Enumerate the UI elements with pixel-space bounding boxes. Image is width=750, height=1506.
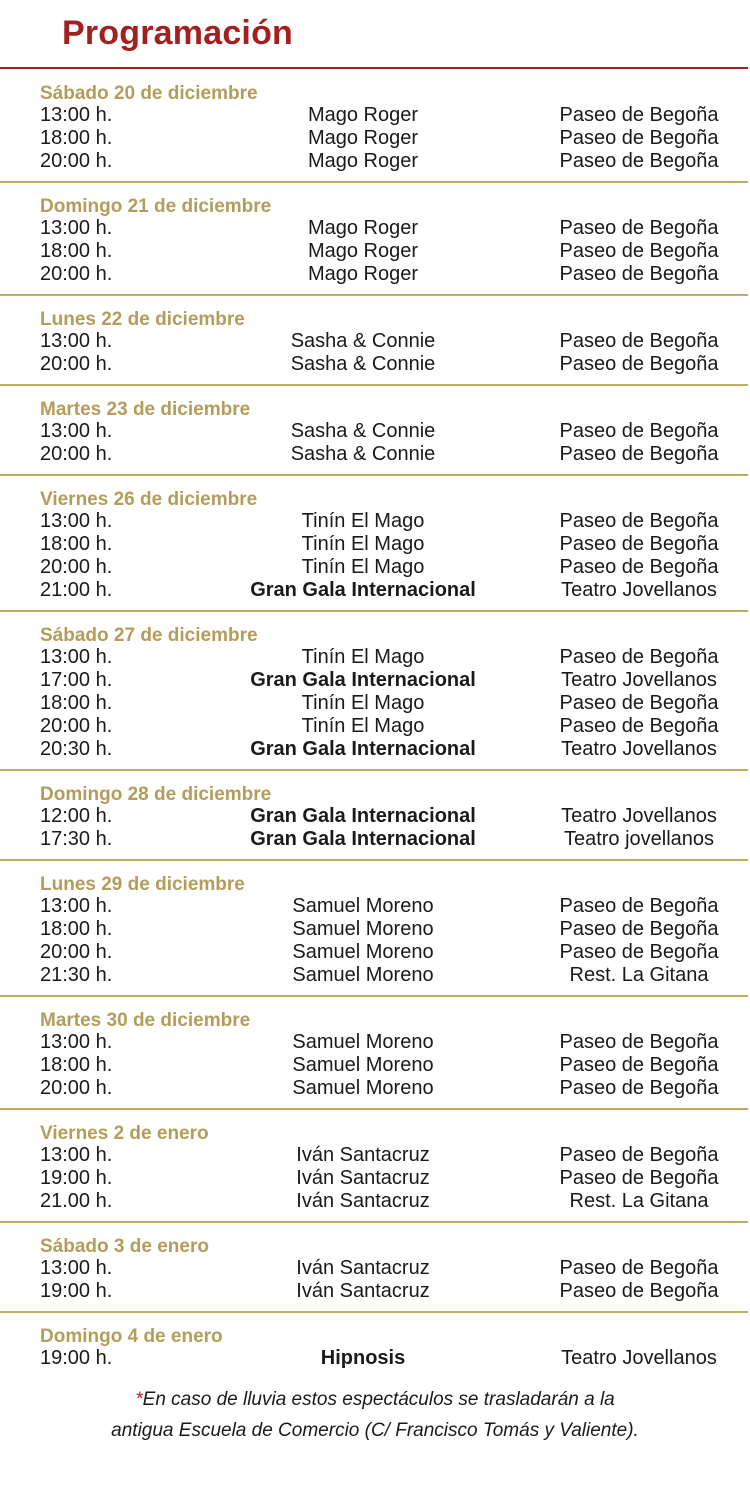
event-venue: Rest. La Gitana bbox=[569, 964, 709, 986]
event-act: Tinín El Mago bbox=[301, 692, 425, 714]
day-divider bbox=[0, 1108, 748, 1110]
event-time: 13:00 h. bbox=[40, 1257, 113, 1279]
event-venue: Teatro jovellanos bbox=[563, 828, 715, 850]
schedule-row bbox=[0, 579, 750, 602]
event-act: Gran Gala Internacional bbox=[250, 669, 476, 691]
event-time: 20:00 h. bbox=[40, 443, 113, 465]
schedule-row bbox=[0, 443, 750, 466]
event-act: Samuel Moreno bbox=[292, 1077, 434, 1099]
event-act: Samuel Moreno bbox=[292, 918, 434, 940]
event-time: 19:00 h. bbox=[40, 1280, 113, 1302]
event-venue: Paseo de Begoña bbox=[559, 510, 719, 532]
schedule-row bbox=[0, 263, 750, 286]
event-act: Tinín El Mago bbox=[301, 533, 425, 555]
day-divider bbox=[0, 769, 748, 771]
day-heading: Viernes 26 de diciembre bbox=[40, 489, 258, 510]
event-venue: Paseo de Begoña bbox=[559, 895, 719, 917]
footnote-line-2: antigua Escuela de Comercio (C/ Francisco Tomás y Valiente). bbox=[111, 1420, 639, 1441]
event-time: 13:00 h. bbox=[40, 217, 113, 239]
event-act: Gran Gala Internacional bbox=[250, 805, 476, 827]
event-time: 20:00 h. bbox=[40, 1077, 113, 1099]
event-time: 19:00 h. bbox=[40, 1347, 113, 1369]
schedule-row bbox=[0, 738, 750, 761]
schedule-row bbox=[0, 150, 750, 173]
event-act: Tinín El Mago bbox=[301, 646, 425, 668]
schedule-row bbox=[0, 330, 750, 353]
event-time: 18:00 h. bbox=[40, 918, 113, 940]
event-act: Iván Santacruz bbox=[296, 1167, 430, 1189]
event-venue: Teatro Jovellanos bbox=[561, 805, 717, 827]
event-time: 18:00 h. bbox=[40, 240, 113, 262]
event-time: 12:00 h. bbox=[40, 805, 113, 827]
schedule-row bbox=[0, 1144, 750, 1167]
event-time: 21.00 h. bbox=[40, 1190, 113, 1212]
event-time: 13:00 h. bbox=[40, 104, 113, 126]
day-heading: Lunes 22 de diciembre bbox=[40, 309, 245, 330]
day-heading: Domingo 21 de diciembre bbox=[40, 196, 272, 217]
event-act: Mago Roger bbox=[307, 217, 419, 239]
schedule-row bbox=[0, 1031, 750, 1054]
event-act: Tinín El Mago bbox=[301, 556, 425, 578]
event-act: Tinín El Mago bbox=[301, 510, 425, 532]
event-venue: Paseo de Begoña bbox=[559, 941, 719, 963]
event-venue: Paseo de Begoña bbox=[559, 1257, 719, 1279]
event-time: 20:00 h. bbox=[40, 353, 113, 375]
schedule-row bbox=[0, 1054, 750, 1077]
event-time: 20:00 h. bbox=[40, 556, 113, 578]
event-time: 18:00 h. bbox=[40, 533, 113, 555]
event-act: Iván Santacruz bbox=[296, 1144, 430, 1166]
event-venue: Paseo de Begoña bbox=[559, 1280, 719, 1302]
schedule-row bbox=[0, 240, 750, 263]
event-time: 13:00 h. bbox=[40, 330, 113, 352]
day-divider bbox=[0, 384, 748, 386]
event-act: Hipnosis bbox=[320, 1347, 406, 1369]
day-heading: Sábado 27 de diciembre bbox=[40, 625, 258, 646]
event-venue: Paseo de Begoña bbox=[559, 646, 719, 668]
event-venue: Paseo de Begoña bbox=[559, 556, 719, 578]
event-venue: Rest. La Gitana bbox=[569, 1190, 709, 1212]
event-act: Sasha & Connie bbox=[290, 353, 436, 375]
schedule-row bbox=[0, 805, 750, 828]
event-venue: Paseo de Begoña bbox=[559, 420, 719, 442]
event-time: 17:30 h. bbox=[40, 828, 113, 850]
event-venue: Paseo de Begoña bbox=[559, 1031, 719, 1053]
event-venue: Paseo de Begoña bbox=[559, 692, 719, 714]
event-venue: Teatro Jovellanos bbox=[561, 738, 717, 760]
event-act: Mago Roger bbox=[307, 240, 419, 262]
event-time: 20:00 h. bbox=[40, 150, 113, 172]
day-divider bbox=[0, 1311, 748, 1313]
day-heading: Viernes 2 de enero bbox=[40, 1123, 209, 1144]
schedule-row bbox=[0, 1280, 750, 1303]
event-time: 20:00 h. bbox=[40, 715, 113, 737]
day-divider bbox=[0, 474, 748, 476]
event-time: 21:30 h. bbox=[40, 964, 113, 986]
day-divider bbox=[0, 294, 748, 296]
event-act: Gran Gala Internacional bbox=[250, 828, 476, 850]
day-heading: Martes 30 de diciembre bbox=[40, 1010, 251, 1031]
event-act: Mago Roger bbox=[307, 150, 419, 172]
event-time: 13:00 h. bbox=[40, 1031, 113, 1053]
schedule-row bbox=[0, 828, 750, 851]
schedule-row bbox=[0, 1190, 750, 1213]
day-heading: Lunes 29 de diciembre bbox=[40, 874, 245, 895]
schedule-row bbox=[0, 715, 750, 738]
schedule-row bbox=[0, 104, 750, 127]
event-act: Sasha & Connie bbox=[290, 420, 436, 442]
schedule-row bbox=[0, 1257, 750, 1280]
day-divider bbox=[0, 859, 748, 861]
event-venue: Teatro Jovellanos bbox=[561, 669, 717, 691]
event-time: 20:30 h. bbox=[40, 738, 113, 760]
event-act: Samuel Moreno bbox=[292, 1031, 434, 1053]
event-time: 13:00 h. bbox=[40, 895, 113, 917]
event-venue: Paseo de Begoña bbox=[559, 127, 719, 149]
event-venue: Paseo de Begoña bbox=[559, 1054, 719, 1076]
event-venue: Paseo de Begoña bbox=[559, 217, 719, 239]
day-heading: Martes 23 de diciembre bbox=[40, 399, 251, 420]
day-divider bbox=[0, 181, 748, 183]
schedule-row bbox=[0, 692, 750, 715]
event-venue: Paseo de Begoña bbox=[559, 104, 719, 126]
event-venue: Paseo de Begoña bbox=[559, 443, 719, 465]
event-venue: Paseo de Begoña bbox=[559, 1144, 719, 1166]
event-venue: Teatro Jovellanos bbox=[561, 579, 717, 601]
event-venue: Paseo de Begoña bbox=[559, 263, 719, 285]
event-venue: Paseo de Begoña bbox=[559, 330, 719, 352]
event-time: 17:00 h. bbox=[40, 669, 113, 691]
event-act: Mago Roger bbox=[307, 127, 419, 149]
footnote bbox=[0, 1384, 750, 1446]
event-act: Samuel Moreno bbox=[292, 895, 434, 917]
day-heading: Domingo 28 de diciembre bbox=[40, 784, 272, 805]
event-time: 18:00 h. bbox=[40, 692, 113, 714]
event-time: 18:00 h. bbox=[40, 127, 113, 149]
schedule-row bbox=[0, 964, 750, 987]
schedule-row bbox=[0, 941, 750, 964]
schedule-row bbox=[0, 1167, 750, 1190]
day-divider bbox=[0, 995, 748, 997]
day-heading: Sábado 3 de enero bbox=[40, 1236, 209, 1257]
day-divider bbox=[0, 610, 748, 612]
schedule-row bbox=[0, 533, 750, 556]
event-time: 18:00 h. bbox=[40, 1054, 113, 1076]
event-time: 20:00 h. bbox=[40, 941, 113, 963]
event-time: 13:00 h. bbox=[40, 420, 113, 442]
event-act: Samuel Moreno bbox=[292, 964, 434, 986]
event-venue: Paseo de Begoña bbox=[559, 353, 719, 375]
event-act: Gran Gala Internacional bbox=[250, 579, 476, 601]
schedule-row bbox=[0, 669, 750, 692]
title-divider bbox=[0, 67, 748, 69]
event-act: Tinín El Mago bbox=[301, 715, 425, 737]
event-act: Iván Santacruz bbox=[296, 1190, 430, 1212]
event-venue: Paseo de Begoña bbox=[559, 150, 719, 172]
footnote-line-1 bbox=[0, 1384, 750, 1415]
event-act: Mago Roger bbox=[307, 104, 419, 126]
event-act: Mago Roger bbox=[307, 263, 419, 285]
footnote-text-1: En caso de lluvia estos espectáculos se trasladarán a la bbox=[142, 1389, 615, 1410]
schedule-row bbox=[0, 1347, 750, 1370]
event-act: Iván Santacruz bbox=[296, 1280, 430, 1302]
schedule-row bbox=[0, 353, 750, 376]
schedule-row bbox=[0, 556, 750, 579]
event-act: Gran Gala Internacional bbox=[250, 738, 476, 760]
event-time: 13:00 h. bbox=[40, 646, 113, 668]
event-venue: Paseo de Begoña bbox=[559, 240, 719, 262]
event-time: 13:00 h. bbox=[40, 1144, 113, 1166]
schedule-row bbox=[0, 127, 750, 150]
schedule-row bbox=[0, 918, 750, 941]
day-heading: Sábado 20 de diciembre bbox=[40, 83, 258, 104]
event-act: Sasha & Connie bbox=[290, 443, 436, 465]
event-venue: Paseo de Begoña bbox=[559, 715, 719, 737]
event-time: 21:00 h. bbox=[40, 579, 113, 601]
event-act: Iván Santacruz bbox=[296, 1257, 430, 1279]
schedule-row bbox=[0, 1077, 750, 1100]
event-time: 19:00 h. bbox=[40, 1167, 113, 1189]
event-venue: Paseo de Begoña bbox=[559, 918, 719, 940]
day-heading: Domingo 4 de enero bbox=[40, 1326, 223, 1347]
schedule-row bbox=[0, 420, 750, 443]
schedule-row bbox=[0, 646, 750, 669]
event-act: Samuel Moreno bbox=[292, 941, 434, 963]
event-time: 20:00 h. bbox=[40, 263, 113, 285]
event-venue: Paseo de Begoña bbox=[559, 533, 719, 555]
event-venue: Teatro Jovellanos bbox=[561, 1347, 717, 1369]
event-act: Sasha & Connie bbox=[290, 330, 436, 352]
schedule-row bbox=[0, 510, 750, 533]
event-venue: Paseo de Begoña bbox=[559, 1167, 719, 1189]
event-venue: Paseo de Begoña bbox=[559, 1077, 719, 1099]
event-time: 13:00 h. bbox=[40, 510, 113, 532]
schedule-row bbox=[0, 895, 750, 918]
page-title: Programación bbox=[62, 14, 294, 52]
event-act: Samuel Moreno bbox=[292, 1054, 434, 1076]
schedule-row bbox=[0, 217, 750, 240]
day-divider bbox=[0, 1221, 748, 1223]
footnote-asterisk: * bbox=[135, 1389, 143, 1410]
